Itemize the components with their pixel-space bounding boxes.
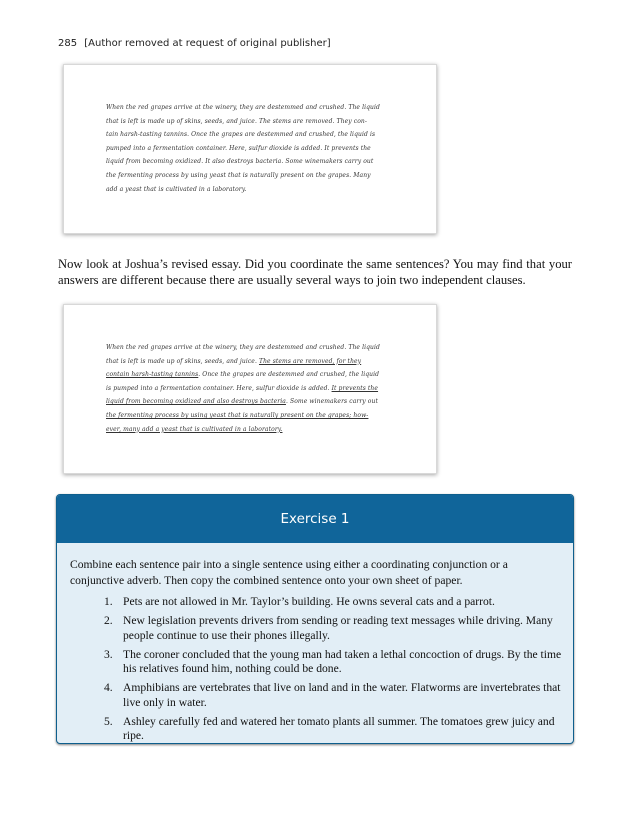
revision-underlined-segment: contain harsh-tasting tannins xyxy=(106,371,199,379)
revision-line xyxy=(106,382,400,396)
exercise-item: 4. Amphibians are vertebrates that live on land and in the water. Flatworms are invertebrates that live only in water. xyxy=(104,681,561,709)
draft-line: that is left is made up of skins, seeds, and juice. The stems are removed. They con- xyxy=(106,117,368,125)
exercise-list xyxy=(104,595,563,744)
revision-line: When the red grapes arrive at the winery, they are destemmed and crushed. The liquid xyxy=(106,344,380,351)
handwritten-revision-image xyxy=(63,304,437,474)
handwritten-draft-image xyxy=(63,64,437,234)
revision-underlined-segment: It prevents the xyxy=(331,384,379,392)
exercise-box xyxy=(56,494,574,744)
exercise-item: 2. New legislation prevents drivers from sending or reading text messages while driving. Many people continue to use their phones illegally. xyxy=(104,614,553,642)
exercise-item: 1. Pets are not allowed in Mr. Taylor’s building. He owns several cats and a parrot. xyxy=(104,595,495,608)
exercise-instructions: Combine each sentence pair into a single sentence using either a coordinating conjunction or a conjunctive adverb. Then copy the combined sentence onto your own sheet of paper. xyxy=(70,558,508,587)
running-title: [Author removed at request of original publisher] xyxy=(84,38,331,49)
revision-segment: . Once the grapes are destemmed and crushed, the liquid xyxy=(198,371,380,379)
revision-line xyxy=(106,395,400,409)
handwritten-draft-text xyxy=(106,101,400,196)
revision-underlined-segment: liquid from becoming oxidized and also destroys bacteria xyxy=(106,398,286,406)
revision-line: ever, many add a yeast that is cultivated in a laboratory. xyxy=(106,425,283,433)
revision-segment: that is left is made up of skins, seeds, and juice. xyxy=(106,357,259,365)
exercise-title: Exercise 1 xyxy=(57,495,573,543)
draft-line: add a yeast that is cultivated in a laboratory. xyxy=(106,185,247,193)
body-paragraph: Now look at Joshua’s revised essay. Did you coordinate the same sentences? You may find that your answers are different because there are usually several ways to join two independent clauses. xyxy=(58,257,572,287)
page-number: 285 xyxy=(58,38,78,49)
draft-line: tain harsh-tasting tannins. Once the grapes are destemmed and crushed, the liquid is xyxy=(106,131,376,139)
draft-line: the fermenting process by using yeast that is naturally present on the grapes. Many xyxy=(106,171,371,179)
draft-line: When the red grapes arrive at the winery, they are destemmed and crushed. The liquid xyxy=(106,104,380,111)
revision-underlined-segment: The stems are removed, for they xyxy=(258,357,362,365)
revision-line: the fermenting process by using yeast that is naturally present on the grapes; how- xyxy=(106,411,369,419)
revision-segment: . Some winemakers carry out xyxy=(285,398,378,406)
revision-line xyxy=(106,368,400,382)
revision-line xyxy=(106,355,400,369)
revision-segment: is pumped into a fermentation container. Here, sulfur dioxide is added. xyxy=(106,384,332,392)
draft-line: pumped into a fermentation container. Here, sulfur dioxide is added. It prevents the xyxy=(106,144,371,152)
exercise-item: 3. The coroner concluded that the young man had taken a lethal concoction of drugs. By the time his relatives found him, nothing could be done. xyxy=(104,647,562,675)
draft-line: liquid from becoming oxidized. It also destroys bacteria. Some winemakers carry out xyxy=(106,158,374,166)
running-header xyxy=(58,38,331,49)
exercise-item: 5. Ashley carefully fed and watered her tomato plants all summer. The tomatoes grew juicy and ripe. xyxy=(104,714,555,742)
handwritten-revision-text xyxy=(106,341,400,436)
